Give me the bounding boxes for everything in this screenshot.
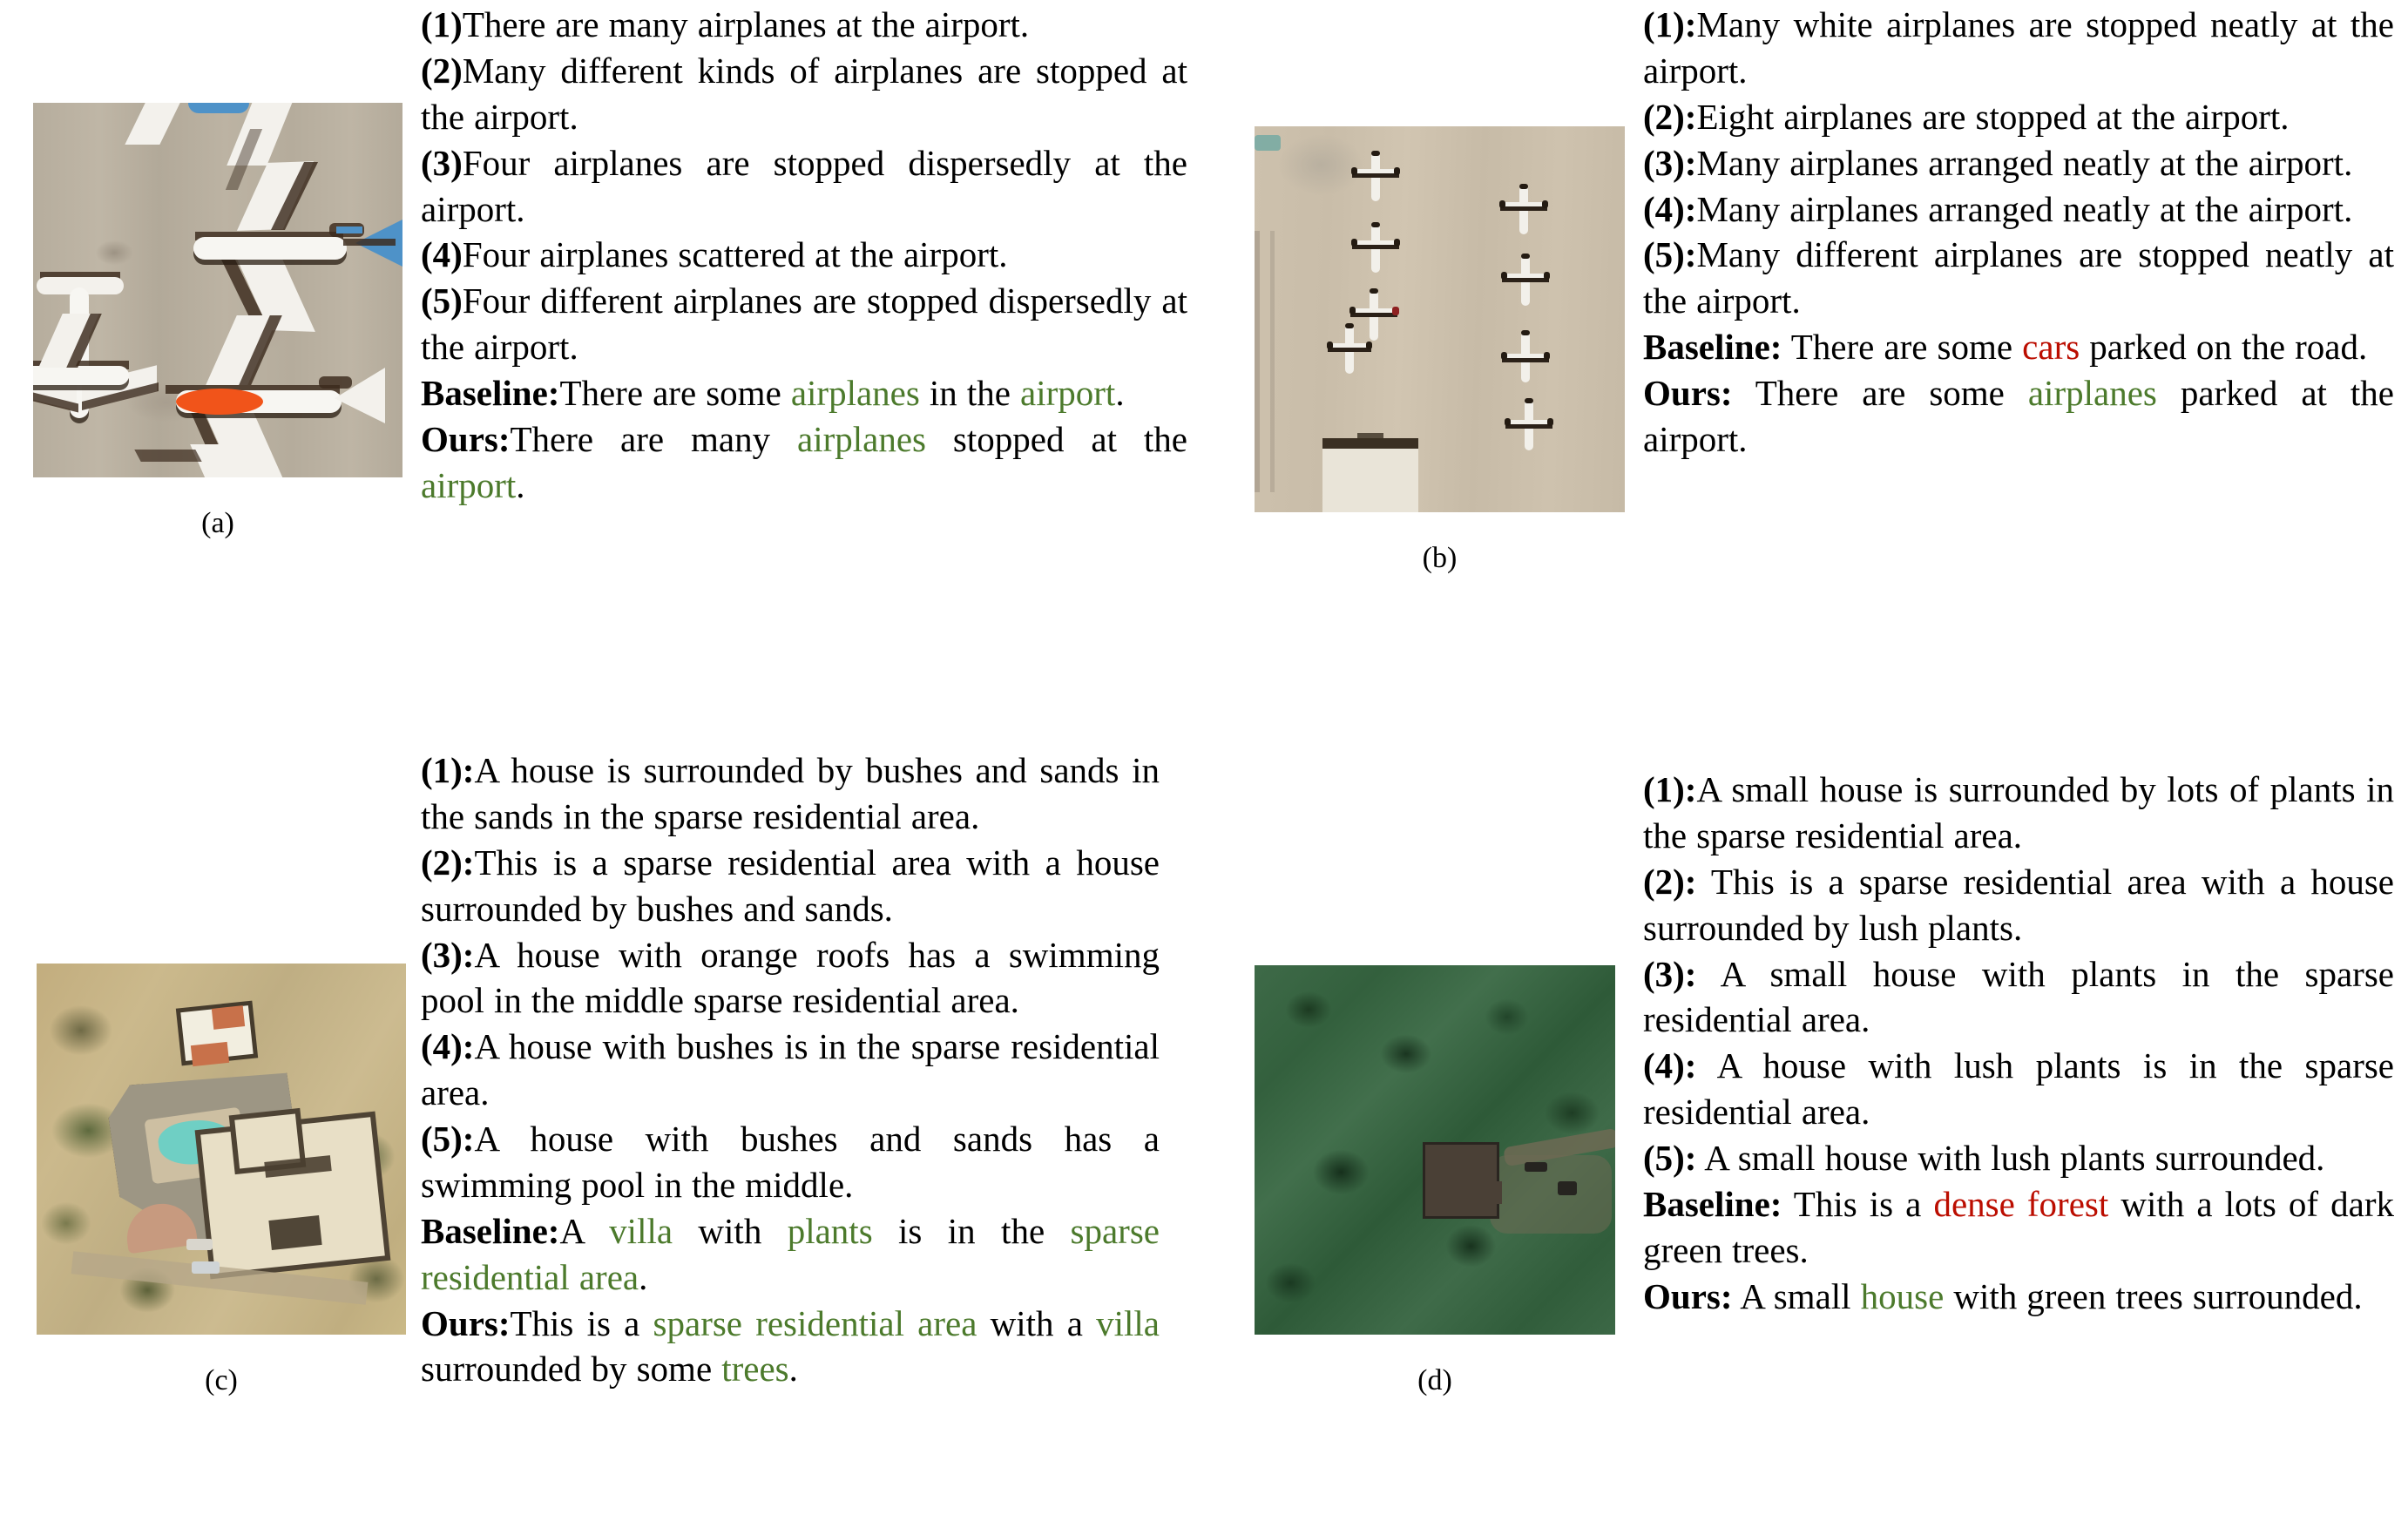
caption-line	[421, 1208, 1160, 1301]
building-detail	[1357, 433, 1383, 440]
caption-text: A house is surrounded by bushes and sands in the sands in the sparse residential area.	[421, 750, 1160, 836]
caption-label: Baseline:	[1643, 1183, 1782, 1224]
caption-text: There are some	[1782, 327, 2023, 368]
caption-line	[421, 48, 1187, 140]
caption-text: A	[559, 1210, 610, 1251]
small-airplane-shape	[1352, 152, 1399, 206]
caption-text: parked at the airport.	[1643, 373, 2394, 459]
wing-tip-red-shape	[1392, 307, 1399, 315]
caption-text: There are some	[1732, 373, 2028, 413]
orange-nose-shape	[176, 389, 263, 415]
caption-label: (5):	[1643, 234, 1697, 275]
figure-caption-d: (d)	[1417, 1364, 1452, 1396]
wing-shape	[1502, 354, 1549, 358]
wing-shadow-shape	[1502, 278, 1549, 282]
caption-label: (3):	[1643, 953, 1697, 994]
figure-a	[33, 103, 402, 538]
caption-line	[421, 1301, 1160, 1393]
caption-line	[1643, 951, 2394, 1044]
caption-label: (1)	[421, 4, 463, 44]
blue-tail-shape	[188, 103, 249, 113]
caption-label: Baseline:	[421, 373, 560, 413]
nose-shape	[1345, 323, 1354, 328]
caption-line	[421, 932, 1160, 1024]
orange-roof-shape	[191, 1042, 229, 1066]
wing-shadow-shape	[1502, 358, 1549, 362]
caption-label: (3):	[1643, 142, 1697, 183]
caption-highlight-green: airplanes	[790, 373, 920, 413]
caption-label: Baseline:	[421, 1210, 560, 1251]
caption-text: parked on the road.	[2080, 327, 2368, 368]
caption-label: (1):	[421, 750, 475, 790]
wing-shape	[1328, 343, 1371, 348]
caption-text: This is a	[510, 1302, 653, 1343]
caption-line	[421, 232, 1187, 278]
nose-shape	[1519, 184, 1528, 189]
caption-text: A house with bushes is in the sparse residential area.	[421, 1026, 1160, 1113]
caption-highlight-green: villa	[1096, 1302, 1160, 1343]
caption-highlight-green: house	[1860, 1275, 1945, 1316]
caption-text: with green trees surrounded.	[1944, 1275, 2363, 1316]
house-roof-shape	[1425, 1145, 1497, 1216]
caption-line	[1643, 140, 2394, 186]
caption-text: with	[673, 1210, 788, 1251]
shadow-shape	[134, 450, 201, 462]
caption-highlight-green: airport	[1020, 373, 1116, 413]
car-shape	[192, 1261, 220, 1274]
figure-b	[1255, 126, 1625, 573]
caption-highlight-green: airport	[421, 464, 517, 505]
caption-line	[421, 140, 1187, 233]
wing-shadow-shape	[1500, 206, 1547, 211]
caption-line	[421, 416, 1187, 509]
caption-text: .	[788, 1349, 798, 1390]
caption-line	[1643, 370, 2394, 463]
caption-text: A house with bushes and sands has a swimming pool in the middle.	[421, 1119, 1160, 1205]
caption-label: (4):	[1643, 188, 1697, 229]
caption-line	[1643, 859, 2394, 951]
caption-text: .	[516, 464, 525, 505]
caption-label: (3)	[421, 142, 463, 183]
house-annex-shape	[1483, 1181, 1502, 1204]
wing-tip-shape	[1394, 167, 1400, 175]
car-shape	[1525, 1162, 1547, 1172]
wing-shape	[1502, 274, 1549, 278]
caption-highlight-red: dense forest	[1933, 1183, 2109, 1224]
small-airplane-shape	[1500, 186, 1547, 240]
caption-text: .	[1115, 373, 1125, 413]
caption-text: There are some	[559, 373, 791, 413]
caption-line	[1643, 232, 2394, 324]
figure-c-image	[37, 964, 406, 1335]
caption-highlight-red: cars	[2022, 327, 2080, 368]
small-airplane-shape	[1505, 400, 1552, 454]
orange-roof-shape	[212, 1005, 245, 1030]
caption-line	[1643, 186, 2394, 233]
car-shape	[1558, 1181, 1577, 1195]
taxiway-line	[1255, 231, 1260, 492]
caption-line	[421, 278, 1187, 370]
caption-highlight-green: sparse residential area	[421, 1210, 1160, 1297]
caption-text: .	[639, 1256, 648, 1297]
caption-text: is in the	[872, 1210, 1071, 1251]
caption-text: Many different airplanes are stopped neatly at the airport.	[1643, 234, 2394, 321]
wing-shadow-shape	[1352, 245, 1399, 249]
caption-text: with a lots of dark green trees.	[1643, 1183, 2395, 1270]
nose-shape	[1370, 288, 1378, 294]
caption-text: stopped at the	[926, 418, 1187, 459]
caption-text: A small house is surrounded by lots of plants in the sparse residential area.	[1643, 769, 2394, 855]
engine-shape	[319, 376, 352, 389]
caption-label: (5):	[1643, 1138, 1697, 1178]
caption-highlight-green: plants	[787, 1210, 873, 1251]
caption-highlight-green: villa	[609, 1210, 673, 1251]
wing-shadow-shape	[1352, 173, 1399, 178]
caption-highlight-green: trees	[721, 1349, 789, 1390]
clearing-shape	[1490, 1155, 1612, 1234]
caption-line	[1643, 1135, 2394, 1181]
caption-line	[421, 840, 1160, 932]
caption-line	[1643, 1274, 2394, 1320]
caption-line	[1643, 767, 2394, 859]
caption-text: A small house with plants in the sparse residential area.	[1643, 953, 2394, 1040]
figure-a-image	[33, 103, 402, 477]
figure-c	[37, 964, 406, 1396]
caption-text: in the	[919, 373, 1021, 413]
caption-text: Four airplanes are stopped dispersedly at the airport.	[421, 142, 1187, 229]
caption-line	[1643, 1181, 2394, 1274]
nose-shape	[1525, 398, 1533, 403]
figure-caption-a: (a)	[201, 507, 234, 539]
fuselage-shape	[33, 366, 129, 385]
caption-line	[421, 1024, 1160, 1116]
caption-text: This is a sparse residential area with a house surrounded by lush plants.	[1643, 861, 2394, 948]
wing-tip-shape	[1499, 200, 1505, 208]
nose-shape	[1521, 254, 1530, 259]
caption-label: Ours:	[421, 1302, 511, 1343]
wing-tip-shape	[1394, 239, 1400, 247]
small-airplane-shape	[1502, 255, 1549, 309]
caption-line	[421, 2, 1187, 48]
caption-text: This is a	[1782, 1183, 1934, 1224]
nose-shape	[1371, 151, 1380, 156]
nose-shape	[1371, 222, 1380, 227]
captions-text-a	[421, 2, 1187, 509]
caption-text: Four airplanes scattered at the airport.	[462, 234, 1008, 275]
car-shape	[186, 1239, 213, 1250]
taxiway-line	[1270, 231, 1275, 492]
caption-text: Many airplanes arranged neatly at the airport.	[1696, 142, 2353, 183]
wing-tip-shape	[1547, 418, 1553, 426]
caption-label: (1):	[1643, 769, 1697, 809]
caption-highlight-green: sparse residential area	[653, 1302, 977, 1343]
caption-label: (4)	[421, 234, 463, 275]
caption-label: (2):	[421, 842, 475, 882]
wing-tip-shape	[1327, 341, 1333, 349]
caption-label: Ours:	[421, 418, 511, 459]
wing-shape	[1500, 202, 1547, 206]
caption-text: This is a sparse residential area with a house surrounded by bushes and sands.	[421, 842, 1160, 929]
wing-tip-shape	[1501, 352, 1507, 360]
caption-text: Four different airplanes are stopped dispersedly at the airport.	[421, 281, 1187, 368]
figure-d-image	[1255, 965, 1615, 1335]
figure-caption-b: (b)	[1422, 542, 1458, 574]
building-shape	[1322, 449, 1418, 512]
caption-highlight-green: airplanes	[797, 418, 926, 459]
wing-tip-shape	[1544, 352, 1550, 360]
caption-label: (2):	[1643, 96, 1697, 137]
shadow-shape	[343, 239, 396, 246]
caption-line	[421, 370, 1187, 416]
fuselage-shape	[193, 237, 347, 260]
figure-b-image	[1255, 126, 1625, 512]
wing-shadow-shape	[1505, 424, 1552, 429]
caption-text: A house with lush plants is in the sparse residential area.	[1643, 1045, 2394, 1133]
wing-shape	[1352, 169, 1399, 173]
small-airplane-shape	[1502, 332, 1549, 386]
caption-label: Ours:	[1643, 1275, 1733, 1316]
caption-line	[421, 747, 1160, 840]
nose-shape	[1521, 330, 1530, 335]
teal-marking	[1255, 135, 1281, 151]
wing-tip-shape	[1505, 418, 1511, 426]
caption-text: Many different kinds of airplanes are stopped at the airport.	[421, 50, 1187, 137]
wing-tip-shape	[1349, 307, 1356, 314]
caption-label: (4):	[1643, 1045, 1697, 1086]
wing-tip-shape	[1351, 239, 1357, 247]
blue-tail-shape	[336, 227, 362, 233]
wing-tip-shape	[1542, 200, 1548, 208]
wing-tip-shape	[1501, 272, 1507, 280]
figure-caption-c: (c)	[205, 1364, 238, 1396]
caption-label: (3):	[421, 934, 475, 975]
caption-line	[1643, 2, 2394, 94]
caption-label: (2)	[421, 50, 463, 91]
airplane-shape	[33, 331, 146, 401]
caption-text: surrounded by some	[421, 1349, 722, 1390]
caption-text: Many white airplanes are stopped neatly at the airport.	[1643, 4, 2394, 91]
wing-shadow-shape	[1350, 313, 1397, 317]
wing-tip-shape	[1544, 272, 1550, 280]
wing-tip-shape	[1351, 167, 1357, 175]
wing-shape	[1352, 240, 1399, 245]
wing-shape	[1350, 308, 1397, 313]
caption-text: There are many	[510, 418, 798, 459]
caption-label: (5)	[421, 281, 463, 321]
wing-shape	[1505, 420, 1552, 424]
wing-shadow-shape	[1328, 348, 1371, 352]
caption-line	[1643, 324, 2394, 370]
caption-line	[421, 1116, 1160, 1208]
caption-label: (2):	[1643, 861, 1697, 902]
wing-shape	[125, 103, 181, 145]
caption-text: Many airplanes arranged neatly at the airport.	[1696, 188, 2353, 229]
caption-text: There are many airplanes at the airport.	[462, 4, 1030, 44]
caption-line	[1643, 94, 2394, 140]
caption-text: with a	[977, 1302, 1097, 1343]
wing-tip-shape	[1366, 341, 1372, 349]
caption-highlight-green: airplanes	[2027, 373, 2157, 413]
airplane-shape	[190, 207, 402, 321]
small-airplane-shape	[1328, 325, 1371, 377]
caption-text: A small house with lush plants surrounded.	[1696, 1138, 2325, 1178]
figure-d	[1255, 965, 1615, 1396]
captions-text-d	[1643, 767, 2394, 1320]
caption-label: Baseline:	[1643, 327, 1782, 368]
caption-text: A house with orange roofs has a swimming pool in the middle sparse residential area.	[421, 934, 1160, 1021]
roof-shadow	[268, 1215, 321, 1250]
small-airplane-shape	[1352, 224, 1399, 278]
caption-text: A small	[1732, 1275, 1861, 1316]
captions-text-c	[421, 747, 1160, 1392]
caption-label: Ours:	[1643, 373, 1733, 413]
caption-label: (4):	[421, 1026, 475, 1067]
captions-text-b	[1643, 2, 2394, 463]
caption-label: (5):	[421, 1119, 475, 1159]
caption-line	[1643, 1043, 2394, 1135]
caption-text: Eight airplanes are stopped at the airport.	[1696, 96, 2290, 137]
caption-label: (1):	[1643, 4, 1697, 44]
